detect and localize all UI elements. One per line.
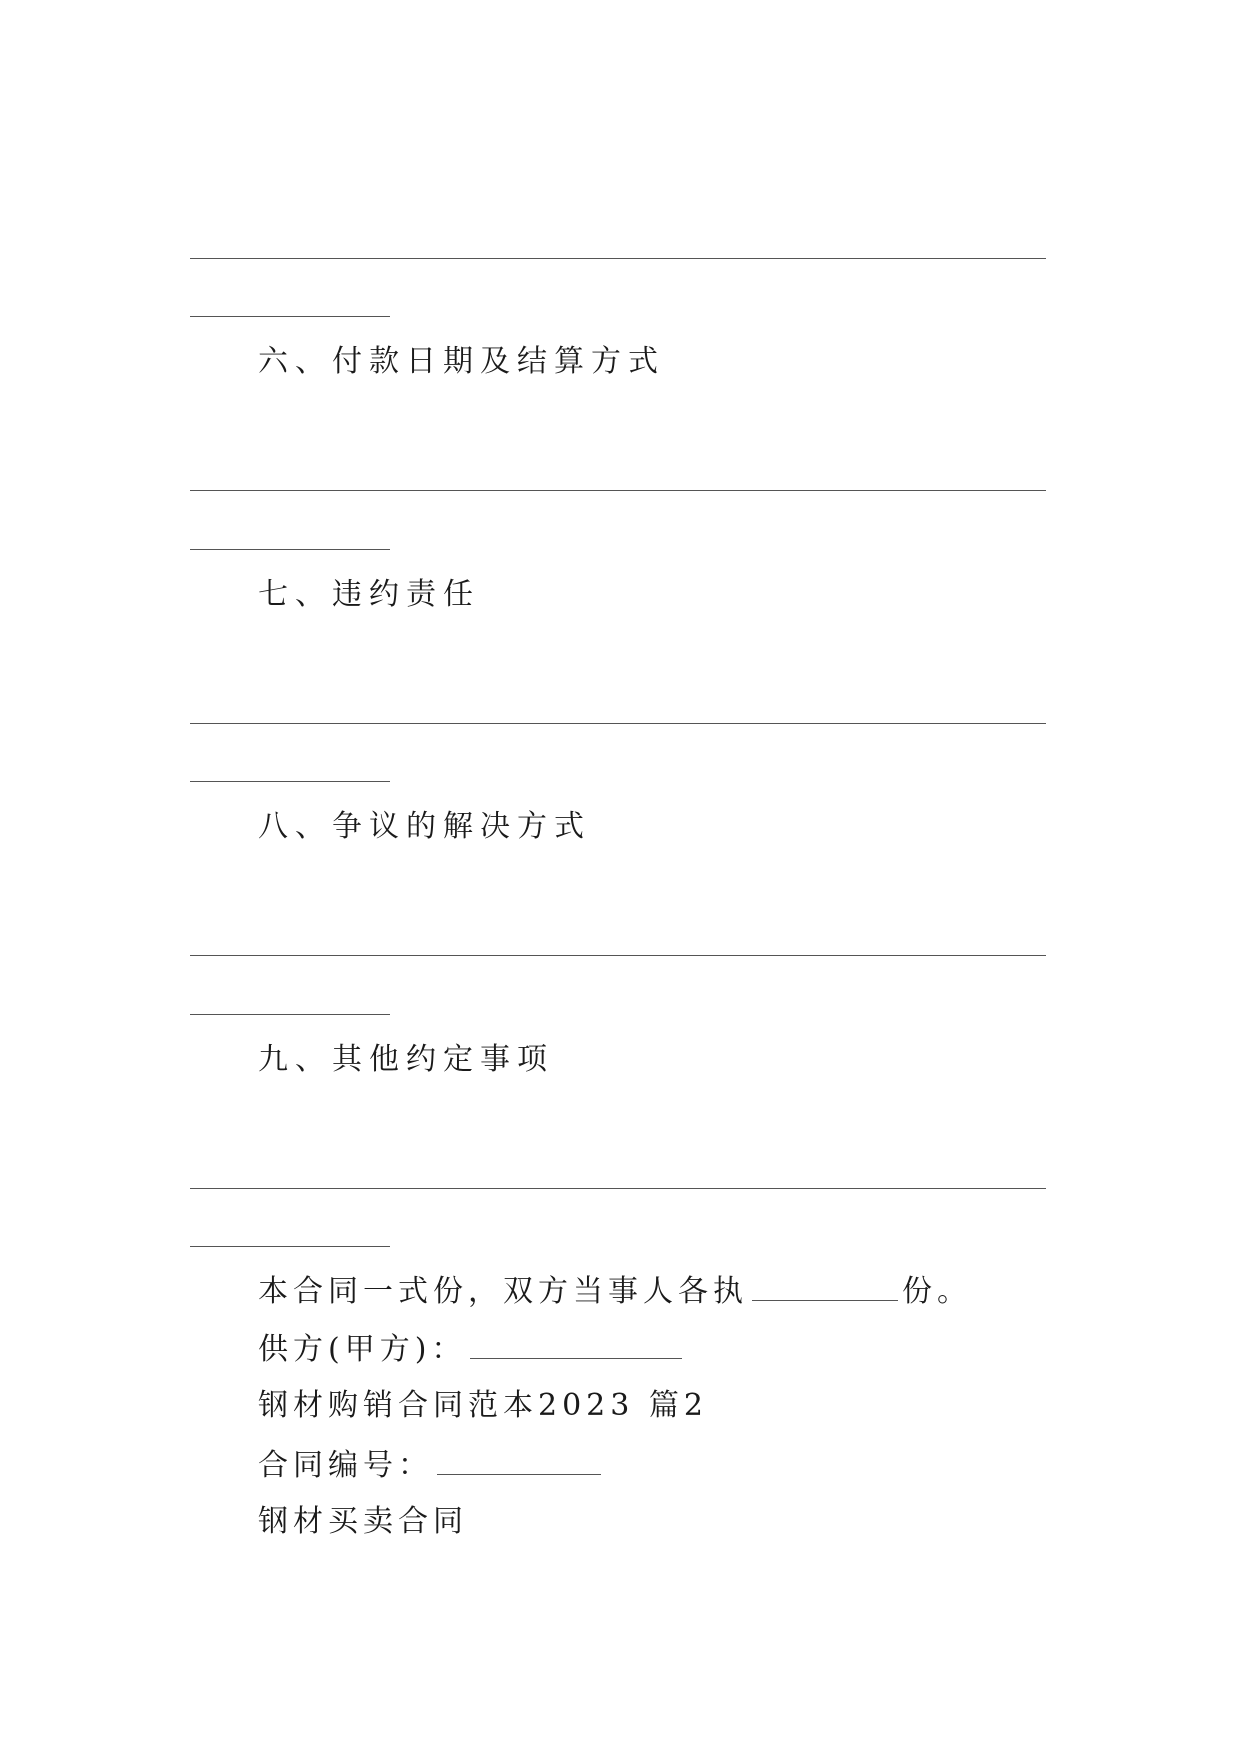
contract-number-blank [437,1444,601,1475]
contract-name: 钢材买卖合同 [258,1504,468,1539]
supplier-label: 供方(甲方)： [258,1332,467,1367]
section-heading-8: 八、争议的解决方式 [258,809,591,844]
copies-text-after: 份。 [902,1274,972,1309]
fill-line-short [190,781,390,782]
fill-line-full [190,490,1046,491]
contract-number-label: 合同编号： [258,1448,433,1483]
fill-line-short [190,1014,390,1015]
contract-number-line [258,1444,605,1486]
next-doc-title: 钢材购销合同范本2023 篇2 [258,1388,708,1423]
fill-line-short [190,316,390,317]
fill-line-short [190,1246,390,1247]
copies-clause [258,1270,972,1312]
fill-line-full [190,723,1046,724]
supplier-line [258,1328,686,1370]
copies-text-before: 本合同一式份，双方当事人各执 [258,1274,748,1309]
section-heading-7: 七、违约责任 [258,577,480,612]
fill-line-full [190,1188,1046,1189]
fill-line-short [190,549,390,550]
fill-line-full [190,955,1046,956]
supplier-blank [470,1328,682,1359]
section-heading-6: 六、付款日期及结算方式 [258,344,665,379]
section-heading-9: 九、其他约定事项 [258,1042,554,1077]
copies-blank [752,1270,898,1301]
fill-line-full [190,258,1046,259]
